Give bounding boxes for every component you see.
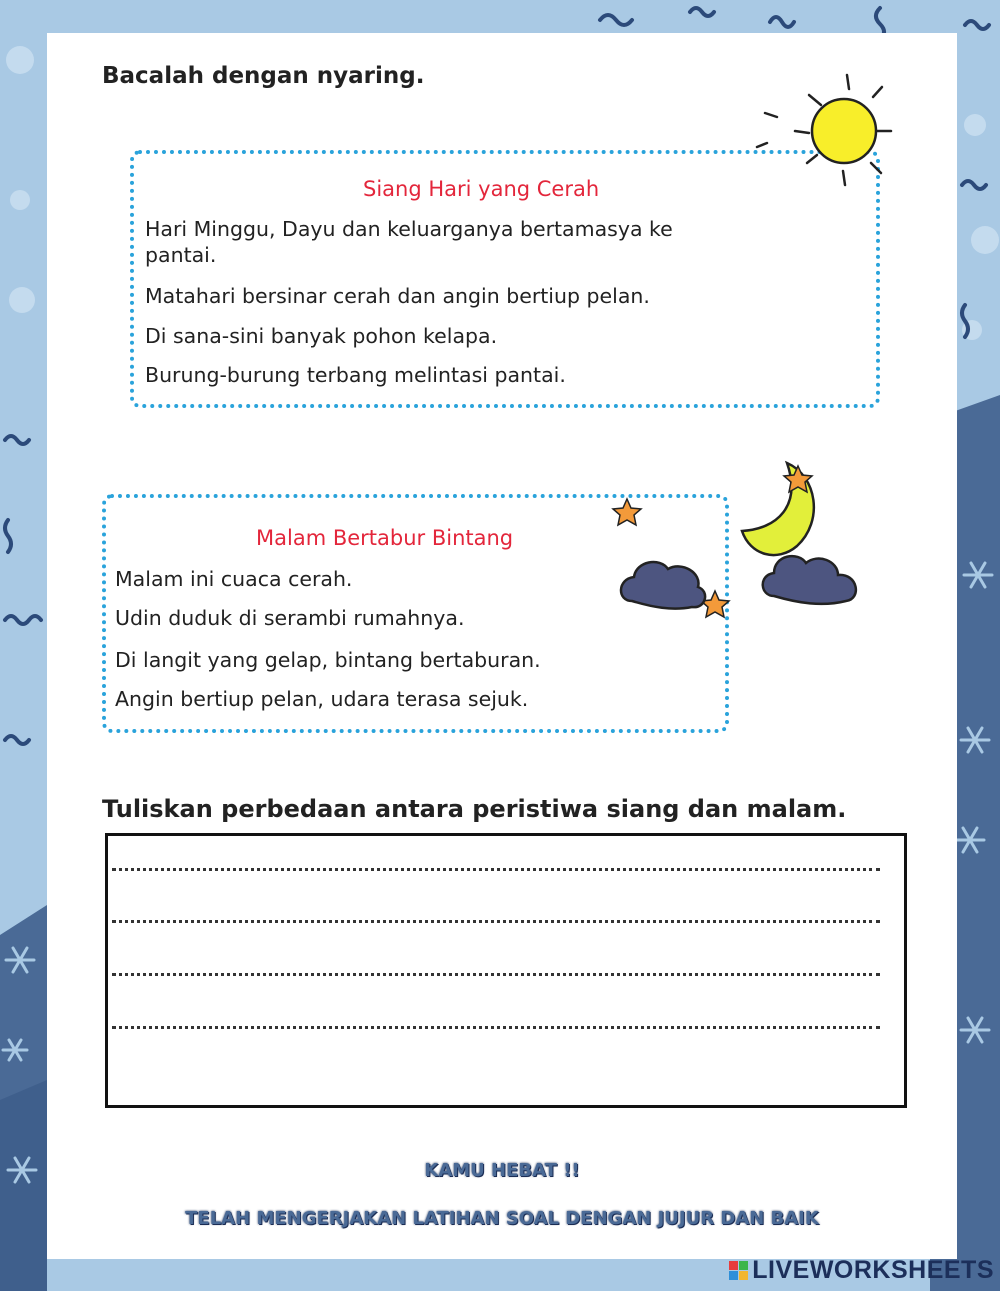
answer-textarea[interactable] <box>105 833 907 1108</box>
sun-icon <box>747 73 897 193</box>
cloud-icon <box>621 562 705 609</box>
answer-line <box>112 920 880 923</box>
reading-line: Angin bertiup pelan, udara terasa sejuk. <box>115 687 529 711</box>
footer-praise: KAMU HEBAT !! <box>424 1160 580 1181</box>
star-icon <box>613 499 641 525</box>
footer-message: TELAH MENGERJAKAN LATIHAN SOAL DENGAN JUJUR DAN BAIK <box>185 1208 819 1229</box>
liveworksheets-mark-icon <box>729 1261 748 1280</box>
reading-title-night: Malam Bertabur Bintang <box>256 526 514 550</box>
reading-line: pantai. <box>145 243 217 267</box>
instruction: Tuliskan perbedaan antara peristiwa siang dan malam. <box>102 795 847 823</box>
worksheet-page <box>47 33 957 1259</box>
reading-line: Malam ini cuaca cerah. <box>115 567 353 591</box>
worksheet-heading: Bacalah dengan nyaring. <box>102 63 425 89</box>
night-sky-art <box>602 451 872 621</box>
reading-line: Hari Minggu, Dayu dan keluarganya bertamasya ke <box>145 217 673 241</box>
brand-name: LIVEWORKSHEETS <box>752 1255 994 1284</box>
reading-line: Burung-burung terbang melintasi pantai. <box>145 363 566 387</box>
reading-line: Matahari bersinar cerah dan angin bertiup pelan. <box>145 284 650 308</box>
reading-line: Di sana-sini banyak pohon kelapa. <box>145 324 498 348</box>
cloud-icon <box>763 556 856 604</box>
reading-title-day: Siang Hari yang Cerah <box>363 177 600 201</box>
answer-line <box>112 1026 880 1029</box>
answer-line <box>112 868 880 871</box>
liveworksheets-logo[interactable] <box>729 1256 994 1284</box>
reading-line: Di langit yang gelap, bintang bertaburan. <box>115 648 541 672</box>
answer-line <box>112 973 880 976</box>
reading-line: Udin duduk di serambi rumahnya. <box>115 606 465 630</box>
